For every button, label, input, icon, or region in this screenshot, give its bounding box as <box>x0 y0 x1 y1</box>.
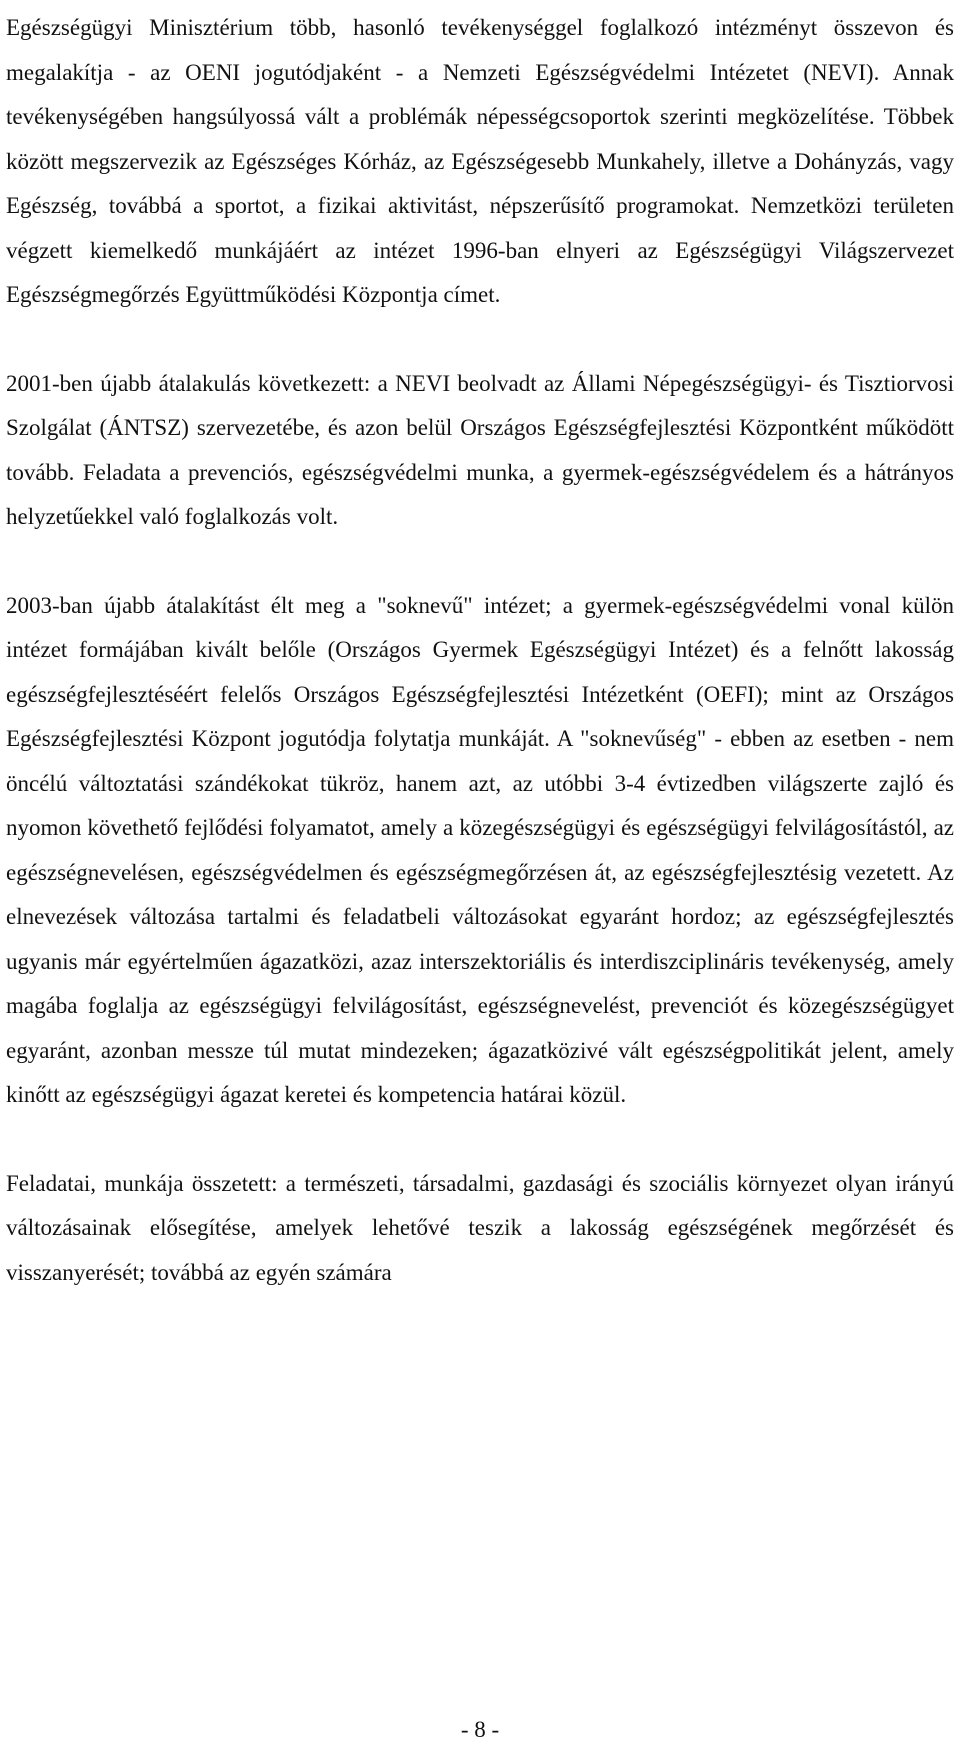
paragraph-antsz-merger: 2001-ben újabb átalakulás következett: a NEVI beolvadt az Állami Népegészségügyi- és Tisztiorvosi Szolgálat (ÁNTSZ) szervezetébe, és azon belül Országos Egészségfejlesztési Központként működött tovább. Feladata a prevenciós, egészségvédelmi munka, a gyermek-egészségvédelem és a hátrányos helyzetűekkel való foglalkozás volt. <box>6 370 954 529</box>
page-number: - 8 - <box>460 1717 500 1742</box>
paragraph-nevi-history: Egészségügyi Minisztérium több, hasonló tevékenységgel foglalkozó intézményt összevon és megalakítja - az OENI jogutódjaként - a Nemzeti Egészségvédelmi Intézetet (NEVI). Annak tevékenységében hangsúlyossá vált a problémák népességcsoportok szerinti megközelítése. Többek között megszervezik az Egészséges Kórház, az Egészségesebb Munkahely, illetve a Dohányzás, vagy Egészség, továbbá a sportot, a fizikai aktivitást, népszerűsítő programokat. Nemzetközi területen végzett kiemelkedő munkájáért az intézet 1996-ban elnyeri az Egészségügyi Világszervezet Egészségmegőrzés Együttműködési Központja címet. <box>6 15 954 307</box>
paragraph-oefi-restructuring: 2003-ban újabb átalakítást élt meg a "soknevű" intézet; a gyermek-egészségvédelmi vonal külön intézet formájában kivált belőle (Országos Gyermek Egészségügyi Intézet) és a felnőtt lakosság egészségfejlesztéséért felelős Országos Egészségfejlesztési Intézetként (OEFI); mint az Országos Egészségfejlesztési Központ jogutódja folytatja munkáját. A "soknevűség" - ebben az esetben - nem öncélú változtatási szándékokat tükröz, hanem azt, az utóbbi 3-4 évtizedben világszerte zajló és nyomon követhető fejlődési folyamatot, amely a közegészségügyi és egészségügyi felvilágosítástól, az egészségnevelésen, egészségvédelmen és egészségmegőrzésen át, az egészségfejlesztésig vezetett. Az elnevezések változása tartalmi és feladatbeli változásokat egyaránt hordoz; az egészségfejlesztés ugyanis már egyértelműen ágazatközi, azaz interszektoriális és interdiszciplináris tevékenység, amely magába foglalja az egészségügyi felvilágosítást, egészségnevelést, prevenciót és közegészségügyet egyaránt, azonban messze túl mutat mindezeken; ágazatközivé vált egészségpolitikát jelent, amely kinőtt az egészségügyi ágazat keretei és kompetencia határai közül. <box>6 592 954 1107</box>
document-body <box>6 6 954 1339</box>
paragraph-tasks: Feladatai, munkája összetett: a természeti, társadalmi, gazdasági és szociális környezet olyan irányú változásainak elősegítése, amelyek lehetővé teszik a lakosság egészségének megőrzését és visszanyerését; továbbá az egyén számára <box>6 1170 954 1285</box>
